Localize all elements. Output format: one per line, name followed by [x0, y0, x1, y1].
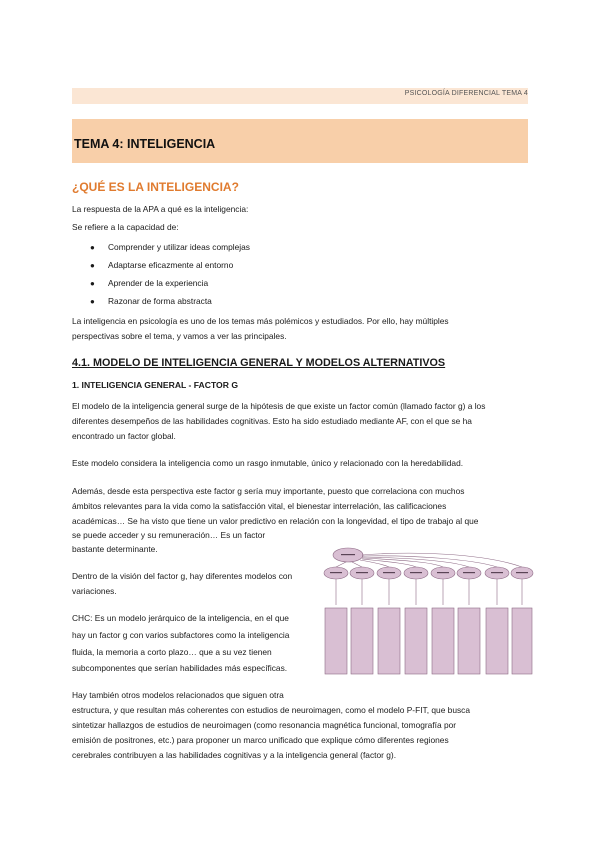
header-text: PSICOLOGÍA DIFERENCIAL TEMA 4 [404, 90, 528, 97]
paragraph-line: académicas… Se ha visto que tiene un valor predictivo en relación con la longevidad, el tipo de trabajo al que [72, 516, 479, 526]
list-item: ● Razonar de forma abstracta [90, 294, 212, 309]
paragraph-line: Dentro de la visión del factor g, hay diferentes modelos con [72, 571, 293, 581]
chc-hierarchy-diagram [322, 545, 534, 675]
page-title: TEMA 4: INTELIGENCIA [74, 137, 216, 151]
section-title: 4.1. MODELO DE INTELIGENCIA GENERAL Y MODELOS ALTERNATIVOS [72, 357, 446, 369]
paragraph-line: bastante determinante. [72, 544, 158, 554]
paragraph-line: Además, desde esta perspectiva este factor g sería muy importante, puesto que correlaciona con muchos [72, 486, 465, 496]
paragraph-line: ámbitos relevantes para la vida como la satisfacción vital, el bienestar interrelación, las calificaciones [72, 501, 447, 511]
intro-line: La respuesta de la APA a qué es la inteligencia: [72, 204, 249, 214]
ability-box [378, 608, 400, 674]
bullet-icon: ● [90, 261, 95, 270]
ability-box [486, 608, 508, 674]
paragraph-line: Hay también otros modelos relacionados que siguen otra [72, 690, 284, 700]
paragraph-line: subcomponentes que serían habilidades más específicas. [72, 663, 288, 673]
ability-box [405, 608, 427, 674]
list-item: ● Comprender y utilizar ideas complejas [90, 240, 250, 255]
paragraph-line: cerebrales contribuyen a las habilidades cognitivas y a la inteligencia general (factor g). [72, 750, 397, 760]
subsection-title: 1. INTELIGENCIA GENERAL - FACTOR G [72, 380, 238, 390]
ability-box [325, 608, 347, 674]
paragraph-line: Este modelo considera la inteligencia como un rasgo inmutable, único y relacionado con la heredabilidad. [72, 458, 464, 468]
paragraph-line: perspectivas sobre el tema, y vamos a ver las principales. [72, 331, 287, 341]
paragraph-line: estructura, y que resultan más coherentes con estudios de neuroimagen, como el modelo P-FIT, que busca [72, 705, 471, 715]
page-header [72, 88, 528, 104]
bullet-icon: ● [90, 297, 95, 306]
ability-box [512, 608, 532, 674]
paragraph-line: El modelo de la inteligencia general surge de la hipótesis de que existe un factor común (llamado factor g) a los [72, 401, 486, 411]
title-banner [72, 119, 528, 163]
list-item: ● Adaptarse eficazmente al entorno [90, 258, 233, 273]
paragraph-line: variaciones. [72, 586, 117, 596]
intro-line: Se refiere a la capacidad de: [72, 222, 179, 232]
paragraph-line: CHC: Es un modelo jerárquico de la inteligencia, en el que [72, 613, 289, 623]
ability-box [458, 608, 480, 674]
paragraph-line: se puede acceder y su remuneración… Es un factor [72, 530, 266, 540]
paragraph-line: hay un factor g con varios subfactores como la inteligencia [72, 630, 290, 640]
paragraph-line: emisión de positrones, etc.) para proponer un marco unificado que explique cómo diferentes regiones [72, 735, 449, 745]
bullet-icon: ● [90, 279, 95, 288]
paragraph-line: sintetizar hallazgos de estudios de neuroimagen (como resonancia magnética funcional, tomografía por [72, 720, 457, 730]
ability-box [432, 608, 454, 674]
paragraph-line: La inteligencia en psicología es uno de los temas más polémicos y estudiados. Por ello, hay múltiples [72, 316, 449, 326]
paragraph-line: diferentes desempeños de las habilidades cognitivas. Esto ha sido estudiado mediante AF, con el que se ha [72, 416, 472, 426]
section-heading: ¿QUÉ ES LA INTELIGENCIA? [72, 180, 239, 194]
list-item: ● Aprender de la experiencia [90, 276, 208, 291]
ability-box [351, 608, 373, 674]
paragraph-line: fluida, la memoria a corto plazo… que a su vez tienen [72, 647, 272, 657]
bullet-icon: ● [90, 243, 95, 252]
paragraph-line: encontrado un factor global. [72, 431, 176, 441]
